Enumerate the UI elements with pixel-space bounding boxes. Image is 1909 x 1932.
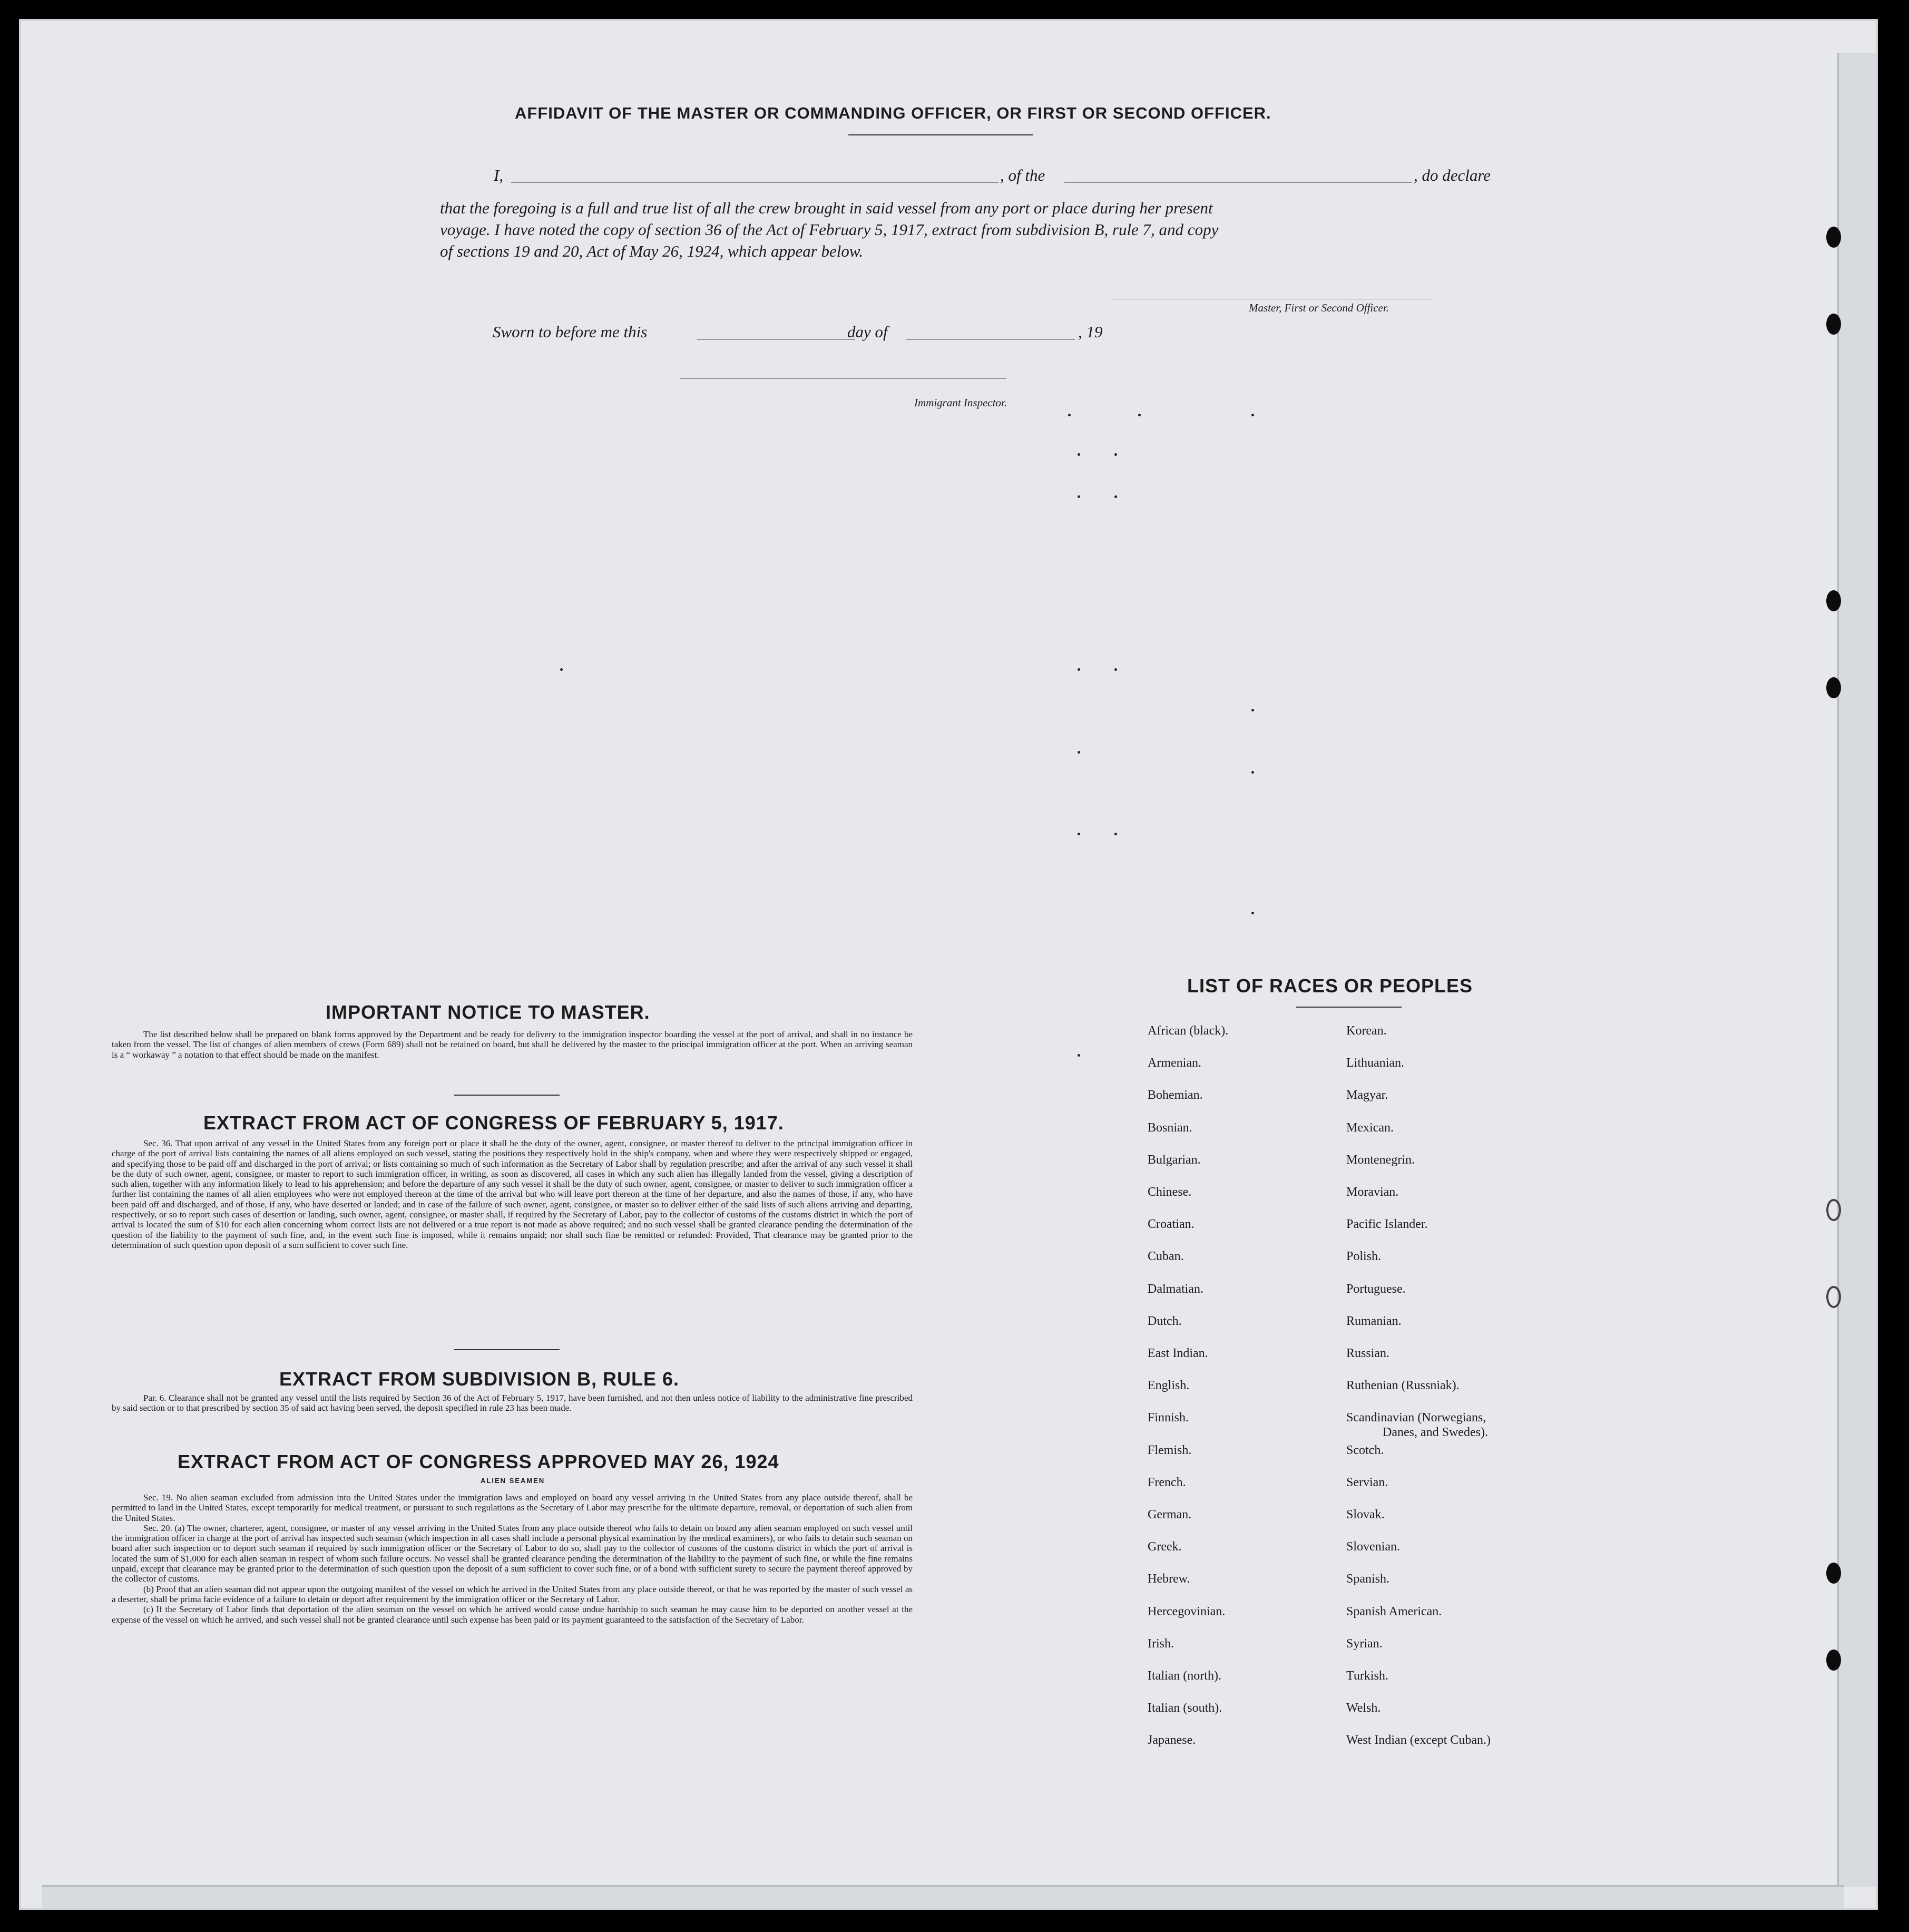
stray-dot: [1251, 709, 1254, 711]
section-20a-paragraph: Sec. 20. (a) The owner, charterer, agent, consignee, or master of any vessel arriving in the United States from any place outside thereof who fails to detain on board any alien seaman employed on such vessel until the immigration officer in charge at the port of arrival has inspected such seaman (which inspection in all cases shall include a personal physical examination by the medical examiners), or who fails to detain such seaman on board after such inspection or to deport such seaman if required by such immigration officer or the Secretary of Labor to do so, shall pay to the collector of customs of the customs district in which the port of arrival is located the sum of $1,000 for each alien seaman in respect of whom such failure occurs. No vessel shall be granted clearance pending the determination of the liability to the payment of such fine, or while the fine remains unpaid, except that clearance may be granted prior to the determination of such question upon the deposit of a sum sufficient to cover such fine, or of a bond with sufficient surety to secure the payment thereof approved by the collector of customs.: [112, 1523, 913, 1584]
race-item: Chinese.: [1148, 1185, 1192, 1199]
race-item: Bulgarian.: [1148, 1153, 1201, 1167]
extract-rule6-title: EXTRACT FROM SUBDIVISION B, RULE 6.: [279, 1368, 680, 1390]
notice-text: [112, 1029, 913, 1060]
race-item: Syrian.: [1346, 1636, 1383, 1651]
of-the-label: , of the: [1000, 166, 1045, 184]
stray-dot: [1251, 912, 1254, 914]
divider: [454, 1095, 560, 1096]
open-hole-icon: [1826, 1199, 1841, 1221]
race-item: Portuguese.: [1346, 1282, 1406, 1296]
sworn-day-line[interactable]: [697, 339, 855, 340]
stray-dot: [1251, 414, 1254, 416]
race-item: Danes, and Swedes).: [1383, 1426, 1488, 1440]
race-item: Irish.: [1148, 1636, 1174, 1651]
stray-dot: [1251, 771, 1254, 774]
race-item: Korean.: [1346, 1024, 1387, 1038]
race-item: English.: [1148, 1379, 1190, 1393]
declare-label: , do declare: [1414, 166, 1491, 184]
stray-dot: [1114, 453, 1117, 456]
affidavit-body-line-2: voyage. I have noted the copy of section 36 of the Act of February 5, 1917, extract from subdivision B, rule 7, and copy: [440, 220, 1219, 239]
race-item: Bohemian.: [1148, 1088, 1203, 1102]
year-label: , 19: [1078, 323, 1103, 341]
race-item: Italian (south).: [1148, 1701, 1222, 1715]
extract-1917-title: EXTRACT FROM ACT OF CONGRESS OF FEBRUARY 5, 1917.: [203, 1112, 784, 1134]
race-item: Hebrew.: [1148, 1572, 1190, 1586]
punch-hole-icon: [1826, 227, 1841, 248]
race-item: Finnish.: [1148, 1411, 1189, 1425]
section-20b-paragraph: (b) Proof that an alien seaman did not appear upon the outgoing manifest of the vessel on which he arrived in the United States from any place outside thereof, or that he was reported by the master of such vessel as a deserter, shall be prima facie evidence of a failure to detain or deport after requirement by the immigration officer or the Secretary of Labor.: [112, 1584, 913, 1604]
race-item: Hercegovinian.: [1148, 1604, 1226, 1618]
stray-dot: [1138, 414, 1141, 416]
extract-1924-title: EXTRACT FROM ACT OF CONGRESS APPROVED MAY 26, 1924: [178, 1451, 779, 1472]
section-20c-paragraph: (c) If the Secretary of Labor finds that deportation of the alien seaman on the vessel on which he arrived would cause undue hardship to such seaman he may cause him to be deported on another vessel at the expense of the vessel on which he arrived, and such vessel shall not be granted clearance until such expense has been paid or its payment guaranteed to the satisfaction of the Secretary of Labor.: [112, 1604, 913, 1625]
affidavit-title: AFFIDAVIT OF THE MASTER OR COMMANDING OFFICER, OR FIRST OR SECOND OFFICER.: [515, 104, 1271, 122]
race-item: Japanese.: [1148, 1733, 1196, 1748]
race-item: Montenegrin.: [1346, 1153, 1415, 1167]
stray-dot: [1078, 453, 1080, 456]
race-item: African (black).: [1148, 1024, 1229, 1038]
race-item: Croatian.: [1148, 1217, 1195, 1232]
form-page: [21, 21, 1876, 1908]
punch-hole-icon: [1826, 1563, 1841, 1584]
stray-dot: [1114, 833, 1117, 835]
race-item: Spanish.: [1346, 1572, 1390, 1586]
race-item: French.: [1148, 1475, 1186, 1489]
race-item: Dutch.: [1148, 1314, 1182, 1328]
punch-hole-icon: [1826, 677, 1841, 698]
punch-hole-icon: [1826, 314, 1841, 335]
affidavit-body-line-3: of sections 19 and 20, Act of May 26, 1924, which appear below.: [440, 242, 864, 260]
race-item: Polish.: [1346, 1250, 1382, 1264]
sworn-label: Sworn to before me this: [493, 323, 648, 341]
stray-dot: [1078, 495, 1080, 498]
race-item: Moravian.: [1346, 1185, 1399, 1199]
punch-hole-icon: [1826, 590, 1841, 611]
race-item: Spanish American.: [1346, 1604, 1442, 1618]
open-hole-icon: [1826, 1286, 1841, 1308]
stray-dot: [1078, 751, 1080, 754]
affidavit-body-line-1: that the foregoing is a full and true list of all the crew brought in said vessel from any port or place during her present: [440, 199, 1213, 217]
inspector-signature-line[interactable]: [680, 378, 1006, 379]
race-item: Lithuanian.: [1346, 1056, 1404, 1070]
race-item: Scandinavian (Norwegians,: [1346, 1411, 1486, 1425]
inspector-label: Immigrant Inspector.: [914, 396, 1007, 409]
race-item: West Indian (except Cuban.): [1346, 1733, 1491, 1748]
race-item: Italian (north).: [1148, 1669, 1221, 1683]
race-item: Cuban.: [1148, 1250, 1184, 1264]
race-item: Pacific Islander.: [1346, 1217, 1428, 1232]
races-title: LIST OF RACES OR PEOPLES: [1187, 975, 1473, 997]
race-item: Turkish.: [1346, 1669, 1388, 1683]
race-item: Mexican.: [1346, 1120, 1394, 1135]
race-item: Bosnian.: [1148, 1120, 1192, 1135]
race-item: East Indian.: [1148, 1346, 1208, 1360]
page-right-edge: [1837, 53, 1876, 1887]
race-item: Welsh.: [1346, 1701, 1381, 1715]
section-36-paragraph: Sec. 36. That upon arrival of any vessel in the United States from any foreign port or place it shall be the duty of the owner, agent, consignee, or master thereof to deliver to the principal immigration officer in charge of the port of arrival lists containing the names of all aliens employed on such vessel, stating the positions they respectively hold in the ship's company, when and where they were respectively shipped or engaged, and specifying those to be paid off and discharged in the port of arrival; or lists containing so much of such information as the Secretary of Labor shall by regulation prescribe; and after the arrival of any such vessel it shall be the duty of such owner, agent, consignee, or master to report to such immigration officer, in writing, as soon as discovered, all cases in which any such alien has illegally landed from the vessel, giving a description of such alien, together with any information likely to lead to his apprehension; and before the departure of any such vessel it shall be the duty of such owner, agent, consignee, or master to deliver to such immigration officer a further list containing the names of all alien employees who were not employed thereon at the time of the arrival but who will leave port thereon at the time of her departure, and also the names of those, if any, who have been paid off and discharged, and of those, if any, who have deserted or landed; and in case of the failure of such owner, agent, consignee, or master so to deliver either of the said lists of such aliens arriving and departing, respectively, or so to report such cases of desertion or landing, such owner, agent, consignee, or master shall, if required by the Secretary of Labor, pay to the collector of customs of the customs district in which the port of arrival is located the sum of $10 for each alien concerning whom correct lists are not delivered or a true report is not made as above required; and no such vessel shall be granted clearance pending the determination of the question of the liability to the payment of such fine, and, in the event such fine is imposed, while it remains unpaid; nor shall such fine be remitted or refunded: Provided, That clearance may be granted prior to the determination of such question upon deposit of a sum sufficient to cover such fine.: [112, 1138, 913, 1250]
race-item: Dalmatian.: [1148, 1282, 1203, 1296]
race-item: Magyar.: [1346, 1088, 1388, 1102]
stray-dot: [1078, 833, 1080, 835]
race-item: Armenian.: [1148, 1056, 1201, 1070]
divider: [1296, 1007, 1402, 1008]
section-19-paragraph: Sec. 19. No alien seaman excluded from admission into the United States under the immigration laws and employed on board any vessel arriving in the United States from any place outside thereof, shall be permitted to land in the United States, except temporarily for medical treatment, or pursuant to such regulations as the Secretary of Labor may prescribe for the ultimate departure, removal, or deportation of such alien from the United States.: [112, 1492, 913, 1523]
extract-1924-text: [112, 1492, 913, 1625]
sworn-month-line[interactable]: [906, 339, 1075, 340]
extract-1917-text: [112, 1138, 913, 1250]
rule6-paragraph: Par. 6. Clearance shall not be granted any vessel until the lists required by Section 36 of the Act of February 5, 1917, have been furnished, and not then unless notice of liability to the administrative fine prescribed by said section or to that prescribed by section 35 of said act having been served, the deposit specified in rule 23 has been made.: [112, 1393, 913, 1413]
name-line[interactable]: [511, 182, 998, 183]
stray-dot: [1068, 414, 1071, 416]
race-item: Russian.: [1346, 1346, 1390, 1360]
alien-seamen-subtitle: ALIEN SEAMEN: [481, 1477, 545, 1485]
punch-hole-icon: [1826, 1650, 1841, 1671]
stray-dot: [1114, 668, 1117, 671]
day-of-label: day of: [847, 323, 888, 341]
stray-dot: [1078, 668, 1080, 671]
divider: [454, 1349, 560, 1350]
race-item: Greek.: [1148, 1540, 1182, 1554]
race-item: Ruthenian (Russniak).: [1346, 1379, 1460, 1393]
race-item: Rumanian.: [1346, 1314, 1402, 1328]
race-item: German.: [1148, 1508, 1192, 1521]
i-label: I,: [494, 166, 504, 184]
vessel-line[interactable]: [1064, 182, 1412, 183]
race-item: Scotch.: [1346, 1443, 1384, 1457]
race-item: Servian.: [1346, 1475, 1388, 1489]
divider: [848, 134, 1033, 135]
stray-dot: [560, 668, 563, 671]
page-bottom-edge: [42, 1885, 1844, 1908]
extract-rule6-text: [112, 1393, 913, 1413]
stray-dot: [1078, 1054, 1080, 1057]
race-item: Flemish.: [1148, 1443, 1192, 1457]
master-label: Master, First or Second Officer.: [1249, 301, 1389, 314]
stray-dot: [1114, 495, 1117, 498]
notice-paragraph: The list described below shall be prepared on blank forms approved by the Department and be ready for delivery to the immigration inspector boarding the vessel at the port of arrival, and shall in no instance be taken from the vessel. The list of changes of alien members of crews (Form 689) shall not be retained on board, but shall be delivered by the master to the principal immigration officer at the port. When an arriving seaman is a “ workaway ” a notation to that effect should be made on the manifest.: [112, 1029, 913, 1060]
race-item: Slovak.: [1346, 1508, 1385, 1521]
notice-title: IMPORTANT NOTICE TO MASTER.: [326, 1001, 650, 1023]
race-item: Slovenian.: [1346, 1540, 1400, 1554]
